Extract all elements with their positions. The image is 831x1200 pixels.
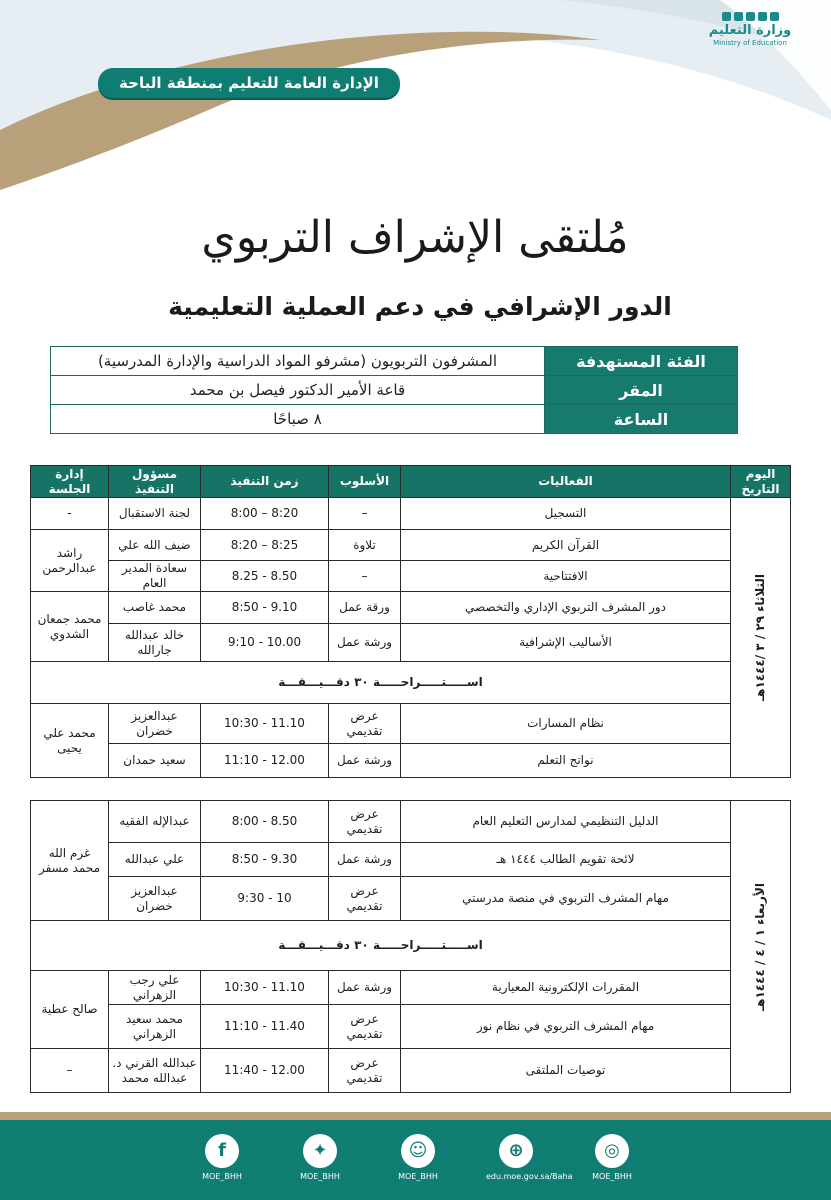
activity-cell: لائحة تقويم الطالب ١٤٤٤ هـ [401,843,731,877]
method-cell: ورشة عمل [329,624,401,662]
time-cell: 8:50 - 9.30 [201,843,329,877]
social-instagram[interactable] [582,1134,642,1181]
responsible-cell: ضيف الله علي [109,530,201,561]
time-cell: 11:10 - 11.40 [201,1005,329,1049]
schedule-header-row [31,466,791,498]
method-cell: ورقة عمل [329,592,401,624]
table-row [31,971,791,1005]
info-value: المشرفون التربويون (مشرفو المواد الدراسية والإدارة المدرسية) [51,347,545,376]
activity-cell: التسجيل [401,498,731,530]
schedule-day2-table [30,800,791,1093]
twitter-icon: ✦ [303,1134,337,1168]
table-row [31,843,791,877]
table-row [31,530,791,561]
session-cell: محمد علي يحيى [31,704,109,778]
info-row-time [51,405,738,434]
department-badge: الإدارة العامة للتعليم بمنطقة الباحة [98,68,400,98]
facebook-icon: f [205,1134,239,1168]
info-table [50,346,738,434]
social-label: MOE_BHH [300,1172,340,1181]
ministry-name-english: Ministry of Education [713,39,787,47]
info-label: المقر [545,376,738,405]
break-cell: اســـــتـــــراحـــــة ٣٠ دقـــيـــقـــة [31,921,731,971]
table-row [31,801,791,843]
instagram-icon: ◎ [595,1134,629,1168]
table-row [31,744,791,778]
table-row [31,624,791,662]
social-facebook[interactable] [192,1134,252,1181]
method-cell: عرض تقديمي [329,877,401,921]
time-cell: 10:30 - 11.10 [201,704,329,744]
social-label: MOE_BHH [202,1172,242,1181]
header-activity: الفعاليات [401,466,731,498]
activity-cell: نواتج التعلم [401,744,731,778]
activity-cell: مهام المشرف التربوي في نظام نور [401,1005,731,1049]
activity-cell: دور المشرف التربوي الإداري والتخصصي [401,592,731,624]
time-cell: 10:30 - 11.10 [201,971,329,1005]
session-cell: غرم الله محمد مسفر [31,801,109,921]
responsible-cell: عبدالله القرني د. عبدالله محمد [109,1049,201,1093]
day2-label: الأربعاء ١ / ٤ / ١٤٤٤هـ [753,882,767,1011]
responsible-cell: محمد غاصب [109,592,201,624]
forum-title: مُلتقى الإشراف التربوي [201,212,629,263]
break-cell: اســـــتـــــراحـــــة ٣٠ دقـــيـــقـــة [31,662,731,704]
forum-subtitle: الدور الإشرافي في دعم العملية التعليمية [168,292,672,321]
responsible-cell: لجنة الاستقبال [109,498,201,530]
ministry-logo [700,12,800,48]
header-method: الأسلوب [329,466,401,498]
social-website[interactable] [486,1134,573,1181]
activity-cell: توصيات الملتقى [401,1049,731,1093]
social-label: MOE_BHH [592,1172,632,1181]
responsible-cell: عبدالعزيز خضران [109,704,201,744]
time-cell: 8:20 – 8:25 [201,530,329,561]
social-snapchat[interactable] [388,1134,448,1181]
social-twitter[interactable] [290,1134,350,1181]
time-cell: 11:10 - 12.00 [201,744,329,778]
table-row [31,498,791,530]
header-responsible: مسؤول التنفيذ [109,466,201,498]
day1-label: الثلاثاء ٢٩ / ٣ /١٤٤٤هـ [753,574,767,701]
info-label: الفئة المستهدفة [545,347,738,376]
time-cell: 9:10 - 10.00 [201,624,329,662]
time-cell: 8:00 – 8:20 [201,498,329,530]
responsible-cell: خالد عبدالله جارالله [109,624,201,662]
table-row [31,1005,791,1049]
day1-label-cell [731,498,791,778]
method-cell: – [329,561,401,592]
time-cell: 9:30 - 10 [201,877,329,921]
activity-cell: القرآن الكريم [401,530,731,561]
activity-cell: المقررات الإلكترونية المعيارية [401,971,731,1005]
activity-cell: الافتتاحية [401,561,731,592]
session-cell: – [31,1049,109,1093]
method-cell: ورشة عمل [329,744,401,778]
activity-cell: الأساليب الإشرافية [401,624,731,662]
session-cell: - [31,498,109,530]
responsible-cell: سعادة المدير العام [109,561,201,592]
table-row [31,704,791,744]
ministry-name-arabic: وزارة التعليم [708,23,792,38]
header-session: إدارة الجلسة [31,466,109,498]
break-row [31,662,791,704]
activity-cell: نظام المسارات [401,704,731,744]
method-cell: عرض تقديمي [329,1005,401,1049]
responsible-cell: سعيد حمدان [109,744,201,778]
responsible-cell: عبدالإله الفقيه [109,801,201,843]
session-cell: راشد عبدالرحمن [31,530,109,592]
method-cell: ورشة عمل [329,843,401,877]
time-cell: 11:40 - 12.00 [201,1049,329,1093]
info-value: ٨ صباحًا [51,405,545,434]
footer-accent-strip [0,1112,831,1120]
responsible-cell: محمد سعيد الزهراني [109,1005,201,1049]
header-day: اليوم التاريخ [731,466,791,498]
method-cell: تلاوة [329,530,401,561]
break-row [31,921,791,971]
header-time: زمن التنفيذ [201,466,329,498]
table-row [31,1049,791,1093]
responsible-cell: عبدالعزيز خضران [109,877,201,921]
method-cell: عرض تقديمي [329,801,401,843]
time-cell: 8:50 - 9.10 [201,592,329,624]
time-cell: 8:00 - 8.50 [201,801,329,843]
method-cell: عرض تقديمي [329,1049,401,1093]
time-cell: 8.25 - 8.50 [201,561,329,592]
method-cell: عرض تقديمي [329,704,401,744]
info-value: قاعة الأمير الدكتور فيصل بن محمد [51,376,545,405]
responsible-cell: علي عبدالله [109,843,201,877]
ministry-emblem-icon [700,12,800,21]
day2-label-cell [731,801,791,1093]
session-cell: صالح عطية [31,971,109,1049]
table-row [31,592,791,624]
activity-cell: الدليل التنظيمي لمدارس التعليم العام [401,801,731,843]
info-label: الساعة [545,405,738,434]
method-cell: ورشة عمل [329,971,401,1005]
responsible-cell: علي رجب الزهراني [109,971,201,1005]
social-label: MOE_BHH [398,1172,438,1181]
snapchat-icon: ☺ [401,1134,435,1168]
table-row [31,877,791,921]
session-cell: محمد جمعان الشدوي [31,592,109,662]
info-row-audience [51,347,738,376]
schedule-day1-table [30,465,791,778]
info-row-venue [51,376,738,405]
activity-cell: مهام المشرف التربوي في منصة مدرستي [401,877,731,921]
table-row [31,561,791,592]
globe-icon: ⊕ [499,1134,533,1168]
social-label: edu.moe.gov.sa/Baha [486,1172,573,1181]
method-cell: – [329,498,401,530]
